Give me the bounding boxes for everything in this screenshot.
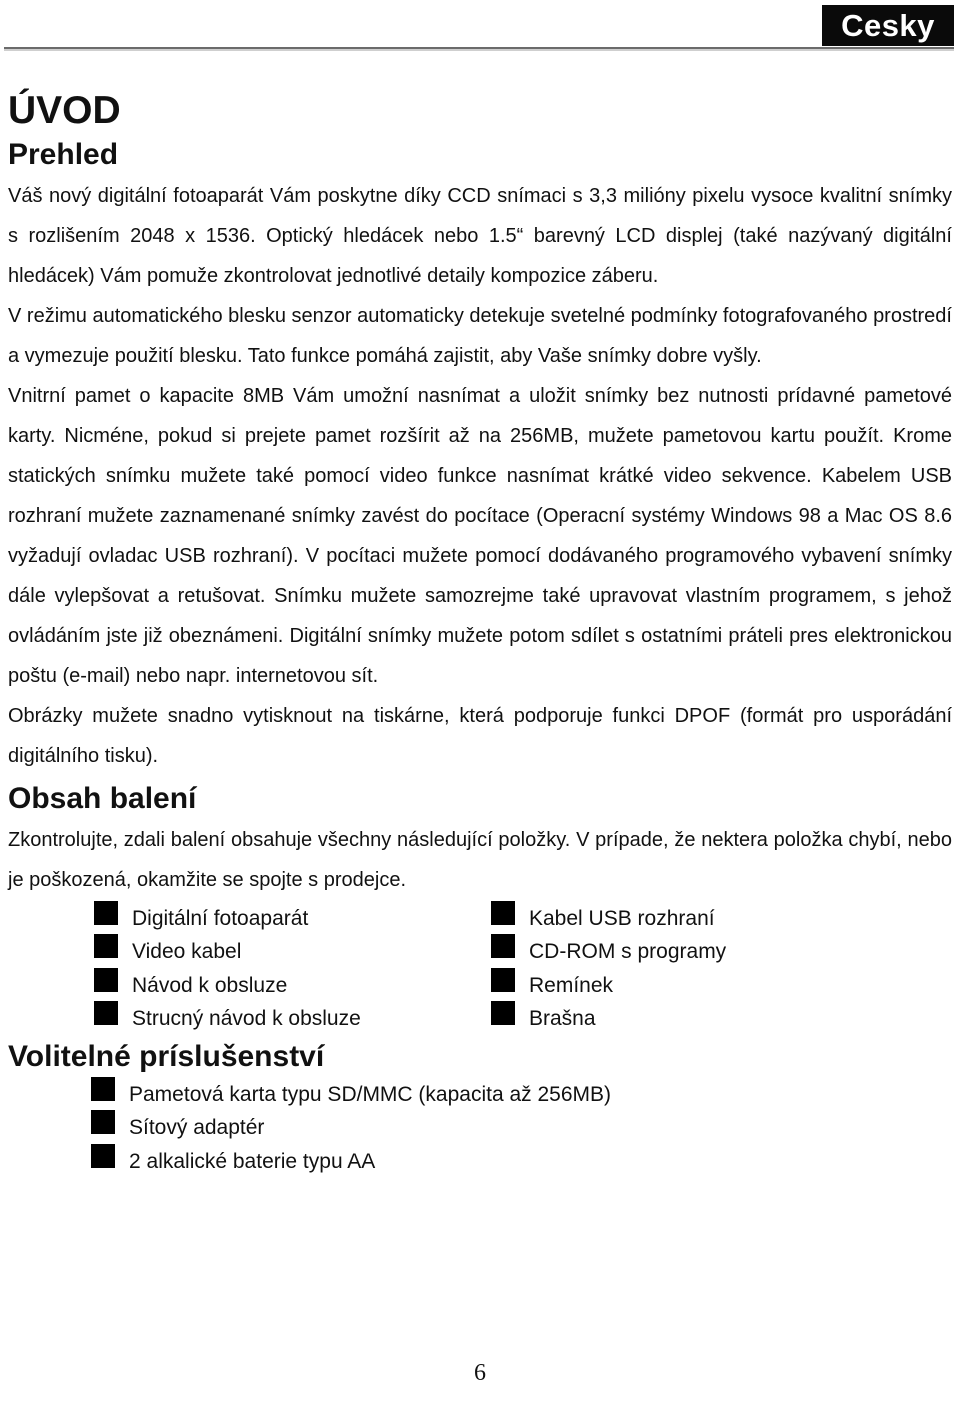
package-item-label: Digitální fotoaparát bbox=[132, 906, 309, 930]
square-bullet-icon bbox=[94, 968, 118, 992]
package-item-label: Strucný návod k obsluze bbox=[132, 1007, 361, 1031]
overview-paragraph-3: Vnitrní pamet o kapacite 8MB Vám umožní nasnímat a uložit snímky bez nutnosti prídavné pametové karty. Nicméne, pokud si prejete pamet rozšírit až na 256MB, mužete pametovou kartu použít. Krome statických snímku mužete také pomocí video funkce nasnímat krátké video sekvence. Kabelem USB rozhraní mužete zaznamenané snímky zavést do pocítace (Operacní systémy Windows 98 a Mac OS 8.6 vyžadují ovladac USB rozhraní). V pocítaci mužete pomocí dodávaného programového vybavení snímky dále vylepšovat a retušovat. Snímku mužete samozrejme také upravovat vlastním programem, s jehož ovládáním jste již obeznámeni. Digitální snímky mužete potom sdílet s ostatními práteli pres elektronickou poštu (e-mail) nebo napr. internetovou sít. bbox=[8, 385, 952, 687]
square-bullet-icon bbox=[491, 1001, 515, 1025]
package-item bbox=[94, 936, 491, 970]
package-item bbox=[94, 902, 491, 936]
package-items bbox=[94, 902, 952, 1036]
package-item bbox=[491, 969, 888, 1003]
square-bullet-icon bbox=[91, 1110, 115, 1134]
square-bullet-icon bbox=[94, 934, 118, 958]
package-item bbox=[94, 969, 491, 1003]
square-bullet-icon bbox=[491, 934, 515, 958]
language-badge: Cesky bbox=[822, 5, 954, 46]
package-item bbox=[491, 902, 888, 936]
package-item-label: Návod k obsluze bbox=[132, 973, 288, 997]
accessory-item bbox=[91, 1145, 952, 1179]
accessory-item bbox=[91, 1112, 952, 1146]
header-rule bbox=[4, 47, 954, 51]
accessory-item-label: 2 alkalické baterie typu AA bbox=[129, 1149, 376, 1173]
overview-paragraph-2: V režimu automatického blesku senzor automaticky detekuje svetelné podmínky fotografovaného prostredí a vymezuje použití blesku. Tato funkce pomáhá zajistit, aby Vaše snímky dobre vyšly. bbox=[8, 305, 952, 367]
package-item-label: CD-ROM s programy bbox=[529, 940, 727, 964]
package-item-label: Brašna bbox=[529, 1007, 596, 1031]
package-item-label: Video kabel bbox=[132, 940, 242, 964]
package-item bbox=[94, 1003, 491, 1037]
square-bullet-icon bbox=[491, 968, 515, 992]
square-bullet-icon bbox=[94, 1001, 118, 1025]
package-item bbox=[491, 936, 888, 970]
accessories-heading: Volitelné príslušenství bbox=[8, 1040, 325, 1073]
accessory-item-label: Pametová karta typu SD/MMC (kapacita až 256MB) bbox=[129, 1082, 612, 1106]
overview-paragraph-4: Obrázky mužete snadno vytisknout na tiskárne, která podporuje funkci DPOF (formát pro usporádání digitálního tisku). bbox=[8, 705, 952, 767]
square-bullet-icon bbox=[91, 1077, 115, 1101]
accessories-items bbox=[91, 1078, 952, 1179]
package-heading: Obsah balení bbox=[8, 782, 197, 815]
square-bullet-icon bbox=[91, 1144, 115, 1168]
package-item-label: Kabel USB rozhraní bbox=[529, 906, 715, 930]
page-content bbox=[8, 88, 952, 1179]
package-intro: Zkontrolujte, zdali balení obsahuje všechny následující položky. V prípade, že nektera položka chybí, nebo je poškozená, okamžite se spojte s prodejce. bbox=[8, 829, 952, 891]
accessory-item bbox=[91, 1078, 952, 1112]
package-item bbox=[491, 1003, 888, 1037]
overview-heading: Prehled bbox=[8, 138, 119, 171]
square-bullet-icon bbox=[491, 901, 515, 925]
overview-paragraph-1: Váš nový digitální fotoaparát Vám poskytne díky CCD snímaci s 3,3 milióny pixelu vysoce kvalitní snímky s rozlišením 2048 x 1536. Optický hledácek nebo 1.5“ barevný LCD displej (také nazývaný digitální hledácek) Vám pomuže zkontrolovat jednotlivé detaily kompozice záberu. bbox=[8, 185, 952, 287]
square-bullet-icon bbox=[94, 901, 118, 925]
accessory-item-label: Sítový adaptér bbox=[129, 1116, 265, 1140]
page-title: ÚVOD bbox=[8, 89, 121, 132]
package-item-label: Remínek bbox=[529, 973, 614, 997]
page-number: 6 bbox=[474, 1360, 486, 1386]
